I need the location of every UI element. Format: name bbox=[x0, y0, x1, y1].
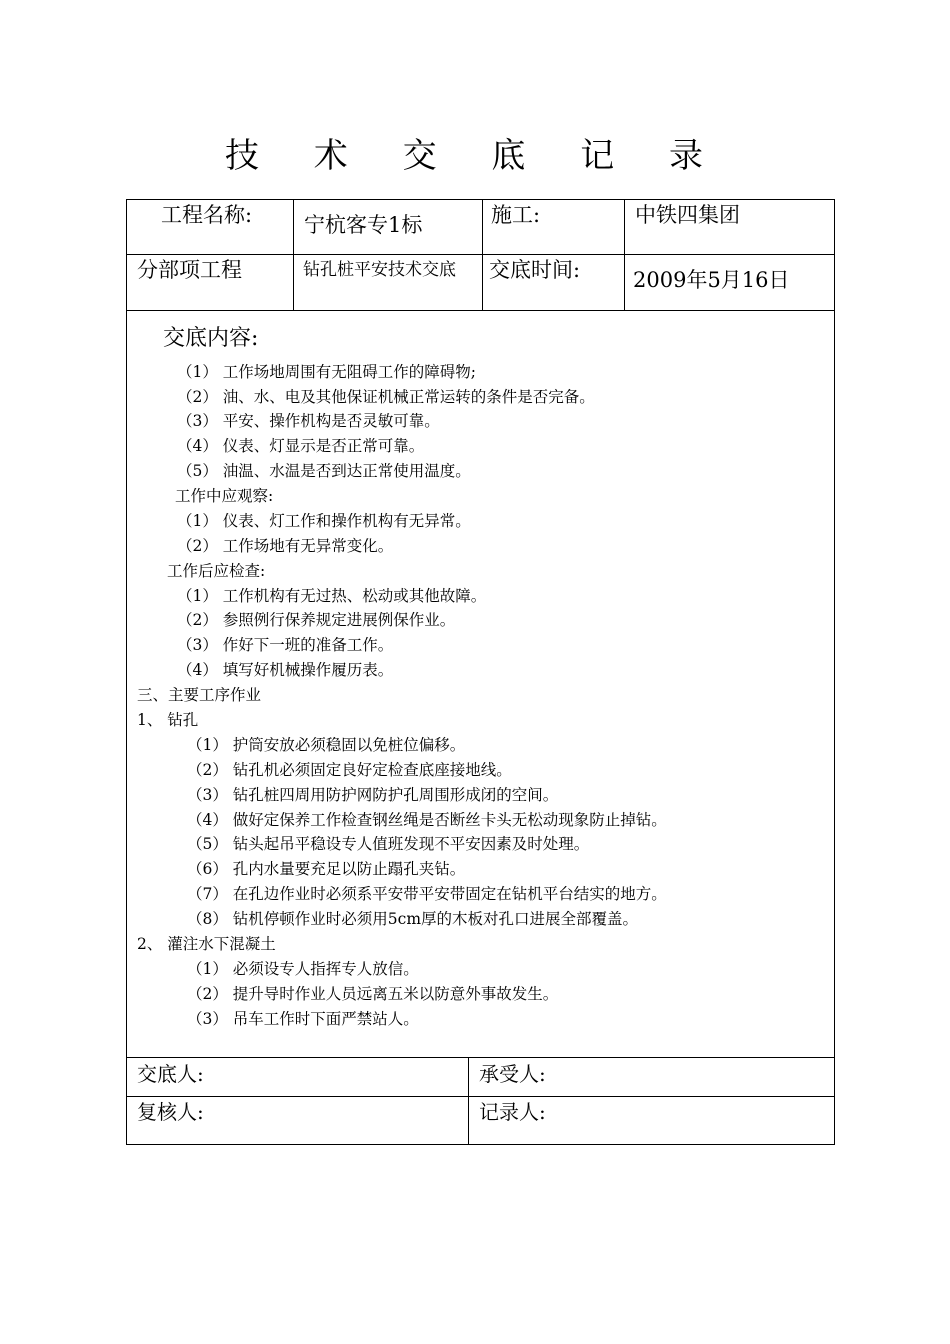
section-heading: 工作后应检查: bbox=[167, 562, 266, 580]
content-line: （1） 必须设专人指挥专人放信。 bbox=[187, 960, 419, 978]
content-line: （2） 工作场地有无异常变化。 bbox=[177, 537, 394, 555]
content-line: （2） 提升导时作业人员远离五米以防意外事故发生。 bbox=[187, 985, 559, 1003]
contractor-value: 中铁四集团 bbox=[635, 203, 740, 227]
content-line: （1） 护筒安放必须稳固以免桩位偏移。 bbox=[187, 736, 466, 754]
content-line: （2） 参照例行保养规定进展例保作业。 bbox=[177, 611, 456, 629]
content-line: （4） 填写好机械操作履历表。 bbox=[177, 661, 394, 679]
date-value: 2009年5月16日 bbox=[633, 268, 790, 292]
signature-table bbox=[126, 1057, 835, 1145]
date-label: 交底时间: bbox=[489, 258, 581, 282]
content-line: （7） 在孔边作业时必须系平安带平安带固定在钻机平台结实的地方。 bbox=[187, 885, 667, 903]
content-line: （8） 钻机停顿作业时必须用5cm厚的木板对孔口进展全部覆盖。 bbox=[187, 910, 639, 928]
contractor-label: 施工: bbox=[491, 203, 541, 227]
content-line: （1） 工作机构有无过热、松动或其他故障。 bbox=[177, 587, 487, 605]
content-line: （3） 平安、操作机构是否灵敏可靠。 bbox=[177, 412, 440, 430]
section-heading: 2、 灌注水下混凝土 bbox=[137, 935, 276, 953]
content-line: （3） 吊车工作时下面严禁站人。 bbox=[187, 1010, 419, 1028]
receiver-label: 承受人: bbox=[479, 1062, 546, 1086]
project-value: 宁杭客专1标 bbox=[304, 213, 423, 237]
content-line: （5） 钻头起吊平稳设专人值班发现不平安因素及时处理。 bbox=[187, 835, 590, 853]
subproject-value: 钻孔桩平安技术交底 bbox=[303, 260, 456, 280]
section-heading: 工作中应观察: bbox=[175, 487, 274, 505]
project-label: 工程名称: bbox=[161, 203, 253, 227]
document-title: 技 术 交 底 记 录 bbox=[224, 136, 726, 176]
content-label: 交底内容: bbox=[163, 326, 259, 351]
content-line: （2） 钻孔机必须固定良好定检查底座接地线。 bbox=[187, 761, 512, 779]
discloser-label: 交底人: bbox=[137, 1062, 204, 1086]
section-heading: 三、主要工序作业 bbox=[137, 686, 262, 704]
recorder-label: 记录人: bbox=[479, 1100, 546, 1124]
subproject-label: 分部项工程 bbox=[137, 258, 242, 282]
content-line: （2） 油、水、电及其他保证机械正常运转的条件是否完备。 bbox=[177, 388, 595, 406]
content-line: （1） 仪表、灯工作和操作机构有无异常。 bbox=[177, 512, 471, 530]
content-section bbox=[126, 310, 835, 1058]
content-line: （4） 仪表、灯显示是否正常可靠。 bbox=[177, 437, 425, 455]
content-line: （1） 工作场地周围有无阻碍工作的障碍物; bbox=[177, 363, 477, 381]
section-heading: 1、 钻孔 bbox=[137, 711, 199, 729]
content-line: （6） 孔内水量要充足以防止蹋孔夹钻。 bbox=[187, 860, 466, 878]
content-line: （3） 钻孔桩四周用防护网防护孔周围形成闭的空间。 bbox=[187, 786, 559, 804]
content-line: （3） 作好下一班的准备工作。 bbox=[177, 636, 394, 654]
reviewer-label: 复核人: bbox=[137, 1100, 204, 1124]
header-table bbox=[126, 199, 835, 311]
content-line: （5） 油温、水温是否到达正常使用温度。 bbox=[177, 462, 471, 480]
content-line: （4） 做好定保养工作检查钢丝绳是否断丝卡头无松动现象防止掉钻。 bbox=[187, 811, 667, 829]
